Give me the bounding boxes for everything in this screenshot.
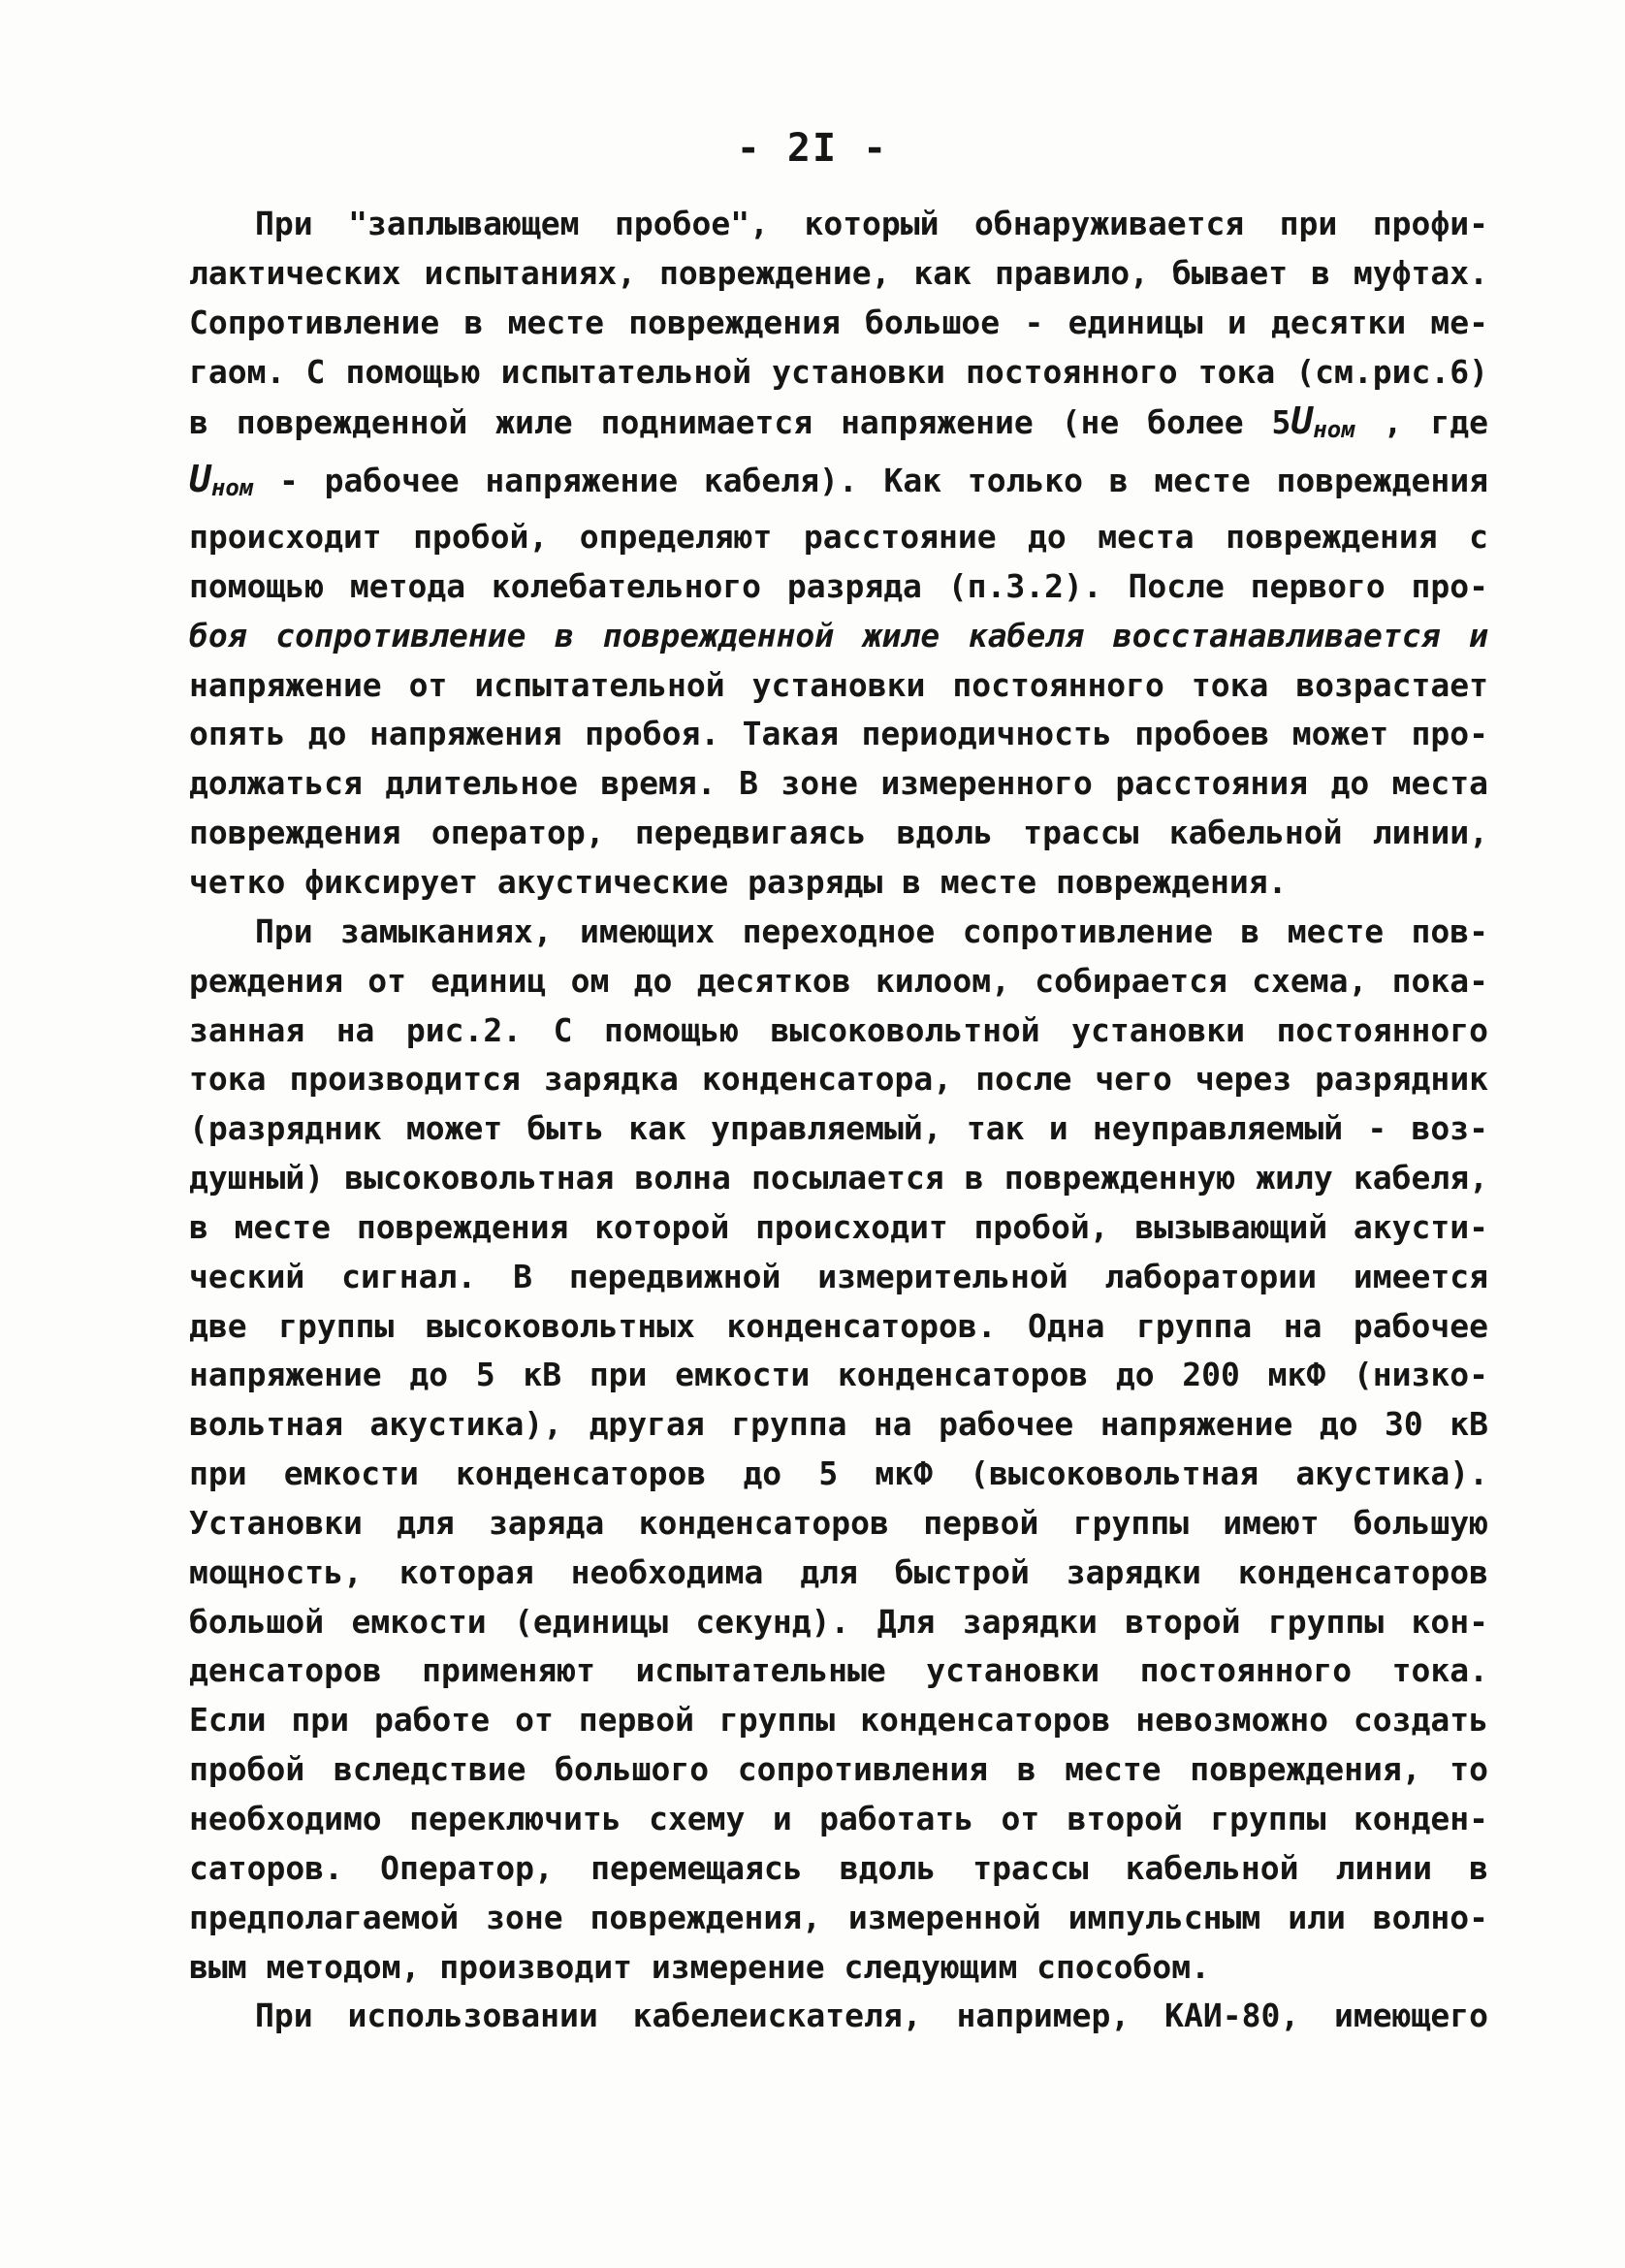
text-line: денсаторов применяют испытательные установки постоянного тока. <box>189 1651 1488 1690</box>
text-line: ческий сигнал. В передвижной измерительной лаборатории имеется <box>189 1257 1488 1295</box>
formula-subscript: ном <box>210 474 254 502</box>
text-line: две группы высоковольтных конденсаторов. Одна группа на рабочее <box>189 1306 1488 1345</box>
text-line: вым методом, производит измерение следующим способом. <box>189 1947 1210 1986</box>
text-line-with-formula <box>189 455 1488 513</box>
text-line: происходит пробой, определяют расстояние до места повреждения с <box>189 518 1488 557</box>
text-line: саторов. Оператор, перемещаясь вдоль трассы кабельной линии в <box>189 1848 1488 1887</box>
text-line: необходимо переключить схему и работать от второй группы конден- <box>189 1800 1488 1837</box>
formula-subscript: ном <box>1313 416 1355 444</box>
text-line: в месте повреждения которой происходит пробой, вызывающий акусти- <box>189 1207 1488 1246</box>
text-line: вольтная акустика), другая группа на рабочее напряжение до 30 кВ <box>189 1405 1488 1444</box>
body-text <box>189 200 1488 2041</box>
page-number: - 2I - <box>736 126 889 171</box>
text-line: (разрядник может быть как управляемый, так и неуправляемый - воз- <box>189 1109 1488 1148</box>
text-line: мощность, которая необходима для быстрой зарядки конденсаторов <box>189 1552 1488 1591</box>
text-line: Если при работе от первой группы конденсаторов невозможно создать <box>189 1701 1488 1740</box>
text-line: При использовании кабелеискателя, например, КАИ-80, имеющего <box>255 1996 1488 2035</box>
text-line: должаться длительное время. В зоне измеренного расстояния до места <box>189 764 1488 803</box>
text-line: пробой вследствие большого сопротивления в месте повреждения, то <box>189 1750 1488 1789</box>
formula-symbol: U <box>1290 399 1314 443</box>
text-line: При замыканиях, имеющих переходное сопротивление в месте пов- <box>255 911 1488 950</box>
formula-symbol: U <box>189 458 211 501</box>
text-line: занная на рис.2. С помощью высоковольтной установки постоянного <box>189 1010 1488 1049</box>
text-fragment: - рабочее напряжение кабеля). Как только в месте повреждения <box>279 462 1489 500</box>
text-line: опять до напряжения пробоя. Такая периодичность пробоев может про- <box>189 715 1488 753</box>
text-line: душный) высоковольтная волна посылается в поврежденную жилу кабеля, <box>189 1159 1488 1198</box>
text-line: Сопротивление в месте повреждения большое - единицы и десятки ме- <box>189 303 1488 341</box>
text-line: гаом. С помощью испытательной установки постоянного тока (см.рис.6) <box>189 352 1488 391</box>
text-fragment: , где <box>1383 403 1489 442</box>
text-line: При "заплывающем пробое", который обнаруживается при профи- <box>255 205 1488 242</box>
text-line: большой емкости (единицы секунд). Для зарядки второй группы кон- <box>189 1602 1488 1641</box>
text-line: предполагаемой зоне повреждения, измеренной импульсным или волно- <box>189 1898 1488 1936</box>
text-line-with-formula <box>189 397 1488 455</box>
text-line: напряжение от испытательной установки постоянного тока возрастает <box>189 665 1488 704</box>
text-line: лактических испытаниях, повреждение, как правило, бывает в муфтах. <box>189 253 1488 292</box>
text-line: боя сопротивление в поврежденной жиле кабеля восстанавливается и <box>189 616 1488 655</box>
text-line: реждения от единиц ом до десятков килоом, собирается схема, пока- <box>189 961 1488 1000</box>
text-line: четко фиксирует акустические разряды в месте повреждения. <box>189 862 1288 901</box>
text-line: тока производится зарядка конденсатора, после чего через разрядник <box>189 1060 1488 1099</box>
text-line: при емкости конденсаторов до 5 мкФ (высоковольтная акустика). <box>189 1454 1488 1493</box>
text-line: помощью метода колебательного разряда (п.3.2). После первого про- <box>189 566 1488 605</box>
text-fragment: в поврежденной жиле поднимается напряжение (не более 5 <box>189 403 1291 442</box>
text-line: напряжение до 5 кВ при емкости конденсаторов до 200 мкФ (низко- <box>189 1356 1488 1394</box>
text-line: повреждения оператор, передвигаясь вдоль трассы кабельной линии, <box>189 814 1488 852</box>
text-line: Установки для заряда конденсаторов первой группы имеют большую <box>189 1503 1488 1542</box>
